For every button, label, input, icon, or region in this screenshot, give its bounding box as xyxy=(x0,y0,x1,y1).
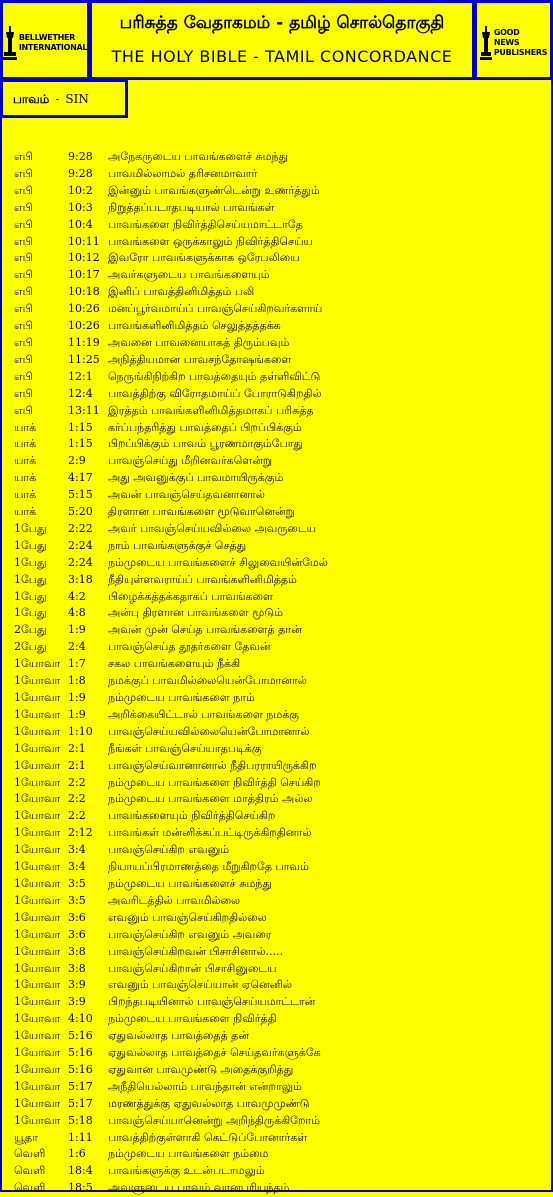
list-item xyxy=(14,589,544,606)
entry-text: இவரோ பாவங்களுக்காக ஒரேபலியை xyxy=(108,251,300,265)
entry-reference: 4:8 xyxy=(68,606,86,620)
list-item xyxy=(14,977,544,994)
entry-reference: 3:18 xyxy=(68,572,93,586)
entry-text: அவர்களுடைய பாவங்களையும் xyxy=(108,268,270,282)
entry-text: அவனை பாவனையாகத் திரும்பவும் xyxy=(108,335,290,349)
list-item xyxy=(14,639,544,656)
entry-book: எபி xyxy=(14,234,33,248)
topic-label xyxy=(0,79,128,118)
entry-reference: 10:4 xyxy=(68,217,93,231)
good-news-logo xyxy=(481,21,546,65)
entry-reference: 5:17 xyxy=(68,1096,93,1110)
entry-reference: 4:2 xyxy=(68,589,86,603)
entry-text: ஏதுவல்லாத பாவத்தைத் தன் xyxy=(108,1029,249,1043)
entry-text: பாவஞ்செய்கிற எவனும் அவரை xyxy=(108,927,272,941)
entry-reference: 10:17 xyxy=(68,268,100,282)
entry-book: 1யோவா xyxy=(14,724,61,738)
topic-tamil: பாவம் xyxy=(13,92,50,106)
entry-book: யாக் xyxy=(14,505,37,519)
entry-book: வெளி xyxy=(14,1181,46,1195)
entry-text: நமக்குப் பாவமில்லையென்போமானால் xyxy=(108,674,307,688)
entry-reference: 3:6 xyxy=(68,910,86,924)
entry-text: நம்முடைய பாவங்களை நம்மை xyxy=(108,1147,269,1161)
entry-book: எபி xyxy=(14,183,33,197)
entry-reference: 4:17 xyxy=(68,471,93,485)
entry-book: 1யோவா xyxy=(14,961,61,975)
entry-text: பாவத்திற்கு விரோதமாய்ப் போராடுகிறதில் xyxy=(108,386,322,400)
entry-reference: 1:9 xyxy=(68,691,86,704)
entry-book: 1யோவா xyxy=(14,927,61,941)
entry-text: நம்முடைய பாவங்களை நிவிர்த்தி xyxy=(108,1012,277,1026)
entry-text: பாவங்களையும் நிவிர்த்திசெய்கிற xyxy=(108,809,276,823)
entry-reference: 3:4 xyxy=(68,860,86,874)
entry-reference: 1:15 xyxy=(68,420,93,434)
entry-reference: 2:24 xyxy=(68,555,93,569)
list-item xyxy=(14,1045,544,1062)
concordance-list xyxy=(14,149,544,1197)
entry-reference: 10:11 xyxy=(68,234,100,248)
bellwether-logo xyxy=(7,21,88,65)
list-item xyxy=(14,453,544,470)
topic-english: SIN xyxy=(65,92,89,106)
entry-text: பாவங்களுக்கு உடன்படாமலும் xyxy=(108,1164,265,1178)
entry-text: நிறுத்தப்படாதபடியால் பாவங்கள் xyxy=(108,200,275,214)
list-item xyxy=(14,183,544,200)
entry-book: 2பேது xyxy=(14,640,47,654)
entry-book: எபி xyxy=(14,285,33,299)
entry-book: 1யோவா xyxy=(14,707,61,721)
entry-book: யாக் xyxy=(14,454,37,468)
entry-book: 1யோவா xyxy=(14,1012,61,1026)
entry-text: நியாயப்பிரமாணத்தை மீறுகிறதே பாவம் xyxy=(108,860,309,874)
entry-book: 1யோவா xyxy=(14,657,61,671)
entry-book: எபி xyxy=(14,200,33,214)
list-item xyxy=(14,910,544,927)
entry-text: பிழைக்கத்தக்கதாகப் பாவங்களை xyxy=(108,589,273,603)
entry-text: பாவஞ்செய்வானானால் நீதிபரராயிருக்கிற xyxy=(108,758,317,772)
list-item xyxy=(14,234,544,251)
entry-reference: 10:12 xyxy=(68,251,100,265)
entry-reference: 3:8 xyxy=(68,944,86,958)
entry-book: 1யோவா xyxy=(14,893,61,907)
entry-book: எபி xyxy=(14,268,33,282)
list-item xyxy=(14,1096,544,1113)
entry-book: 1யோவா xyxy=(14,741,61,755)
entry-reference: 4:10 xyxy=(68,1012,93,1026)
entry-text: எவனும் பாவஞ்செய்கிறதில்லை xyxy=(108,910,267,924)
entry-text: பாவங்களை நிவிர்த்திசெய்யமாட்டாதே xyxy=(108,217,303,231)
entry-text: பாவஞ்செய்து மீறினவர்களென்று xyxy=(108,454,273,468)
entry-reference: 1:8 xyxy=(68,674,86,688)
entry-reference: 5:15 xyxy=(68,488,93,502)
title-tamil: பரிசுத்த வேதாகமம் - தமிழ் சொல்தொகுதி xyxy=(119,13,445,33)
entry-book: 1யோவா xyxy=(14,876,61,890)
list-item xyxy=(14,656,544,673)
entry-book: 1யோவா xyxy=(14,860,61,874)
entry-text: பிறந்தபடியினால் பாவஞ்செய்யமாட்டான் xyxy=(108,995,316,1009)
entry-book: யாக் xyxy=(14,420,37,434)
entry-reference: 2:2 xyxy=(68,775,86,789)
list-item xyxy=(14,1079,544,1096)
title-english: THE HOLY BIBLE - TAMIL CONCORDANCE xyxy=(111,47,453,66)
entry-reference: 2:24 xyxy=(68,538,93,552)
entry-book: 1யோவா xyxy=(14,910,61,924)
list-item xyxy=(14,1028,544,1045)
entry-text: பாவங்கள் மன்னிக்கப்பட்டிருக்கிறதினால் xyxy=(108,826,312,840)
entry-book: 1பேது xyxy=(14,555,47,569)
list-item xyxy=(14,555,544,572)
entry-reference: 1:7 xyxy=(68,657,86,671)
entry-book: எபி xyxy=(14,217,33,231)
entry-text: நாம் பாவங்களுக்குச் செத்து xyxy=(108,538,247,552)
entry-book: யாக் xyxy=(14,437,37,451)
list-item xyxy=(14,622,544,639)
entry-reference: 3:8 xyxy=(68,961,86,975)
entry-reference: 5:16 xyxy=(68,1046,93,1060)
list-item xyxy=(14,386,544,403)
entry-book: எபி xyxy=(14,166,33,180)
list-item xyxy=(14,318,544,335)
list-item xyxy=(14,707,544,724)
left-logo-box xyxy=(0,0,90,80)
list-item xyxy=(14,1130,544,1147)
list-item xyxy=(14,876,544,893)
entry-book: 1யோவா xyxy=(14,775,61,789)
entry-book: 1யோவா xyxy=(14,1079,61,1093)
list-item xyxy=(14,217,544,234)
entry-book: 1யோவா xyxy=(14,1046,61,1060)
entry-text: அன்பு திரளான பாவங்களை மூடும் xyxy=(108,606,283,620)
list-item xyxy=(14,301,544,318)
entry-text: நம்முடைய பாவங்களை நிவிர்த்தி செய்கிற xyxy=(108,775,321,789)
entry-book: எபி xyxy=(14,302,33,316)
entry-text: நம்முடைய பாவங்களைச் சுமந்து xyxy=(108,876,272,890)
list-item xyxy=(14,859,544,876)
entry-book: எபி xyxy=(14,251,33,265)
entry-book: 1யோவா xyxy=(14,826,61,840)
entry-reference: 9:28 xyxy=(68,166,93,180)
entry-book: யாக் xyxy=(14,471,37,485)
list-item xyxy=(14,1146,544,1163)
entry-text: நெருங்கிநிற்கிற பாவத்தையும் தள்ளிவிட்டு xyxy=(108,369,321,383)
entry-book: 1பேது xyxy=(14,606,47,620)
entry-text: பாவஞ்செய்யவில்லையென்போமானால் xyxy=(108,724,310,738)
entry-reference: 1:10 xyxy=(68,724,93,738)
entry-reference: 2:2 xyxy=(68,809,86,823)
right-logo-text: GOOD NEWS PUBLISHERS xyxy=(493,28,548,57)
entry-text: ஏதுவல்லாத பாவத்தைச் செய்தவர்களுக்கே xyxy=(108,1046,321,1060)
entry-reference: 13:11 xyxy=(68,403,100,417)
list-item xyxy=(14,504,544,521)
list-item xyxy=(14,893,544,910)
entry-book: எபி xyxy=(14,352,33,366)
list-item xyxy=(14,149,544,166)
list-item xyxy=(14,1011,544,1028)
entry-reference: 3:5 xyxy=(68,876,86,890)
entry-book: 1பேது xyxy=(14,521,47,535)
entry-text: எவனும் பாவஞ்செய்யான் ஏனெனில் xyxy=(108,978,293,992)
entry-book: 1யோவா xyxy=(14,995,61,1009)
entry-text: இரத்தம் பாவங்களினிமித்தமாகப் பரிசுத்த xyxy=(108,403,314,417)
entry-reference: 5:16 xyxy=(68,1062,93,1076)
entry-book: எபி xyxy=(14,403,33,417)
list-item xyxy=(14,944,544,961)
entry-text: பாவஞ்செய்கிறான் பிசாசினுடைய xyxy=(108,961,277,975)
entry-reference: 3:6 xyxy=(68,927,86,941)
entry-book: வெளி xyxy=(14,1147,46,1161)
entry-reference: 10:3 xyxy=(68,200,93,214)
entry-text: நீங்கள் பாவஞ்செய்யாதபடிக்கு xyxy=(108,741,262,755)
entry-book: 1யோவா xyxy=(14,674,61,688)
list-item xyxy=(14,1113,544,1130)
list-item xyxy=(14,791,544,808)
entry-reference: 10:26 xyxy=(68,319,100,333)
entry-text: மனப்பூர்வமாய்ப் பாவஞ்செய்கிறவர்களாய் xyxy=(108,302,323,316)
list-item xyxy=(14,690,544,707)
entry-reference: 3:5 xyxy=(68,893,86,907)
entry-reference: 18:4 xyxy=(68,1164,93,1178)
list-item xyxy=(14,250,544,267)
list-item xyxy=(14,994,544,1011)
entry-book: 1யோவா xyxy=(14,944,61,958)
entry-book: எபி xyxy=(14,335,33,349)
list-item xyxy=(14,673,544,690)
entry-reference: 11:25 xyxy=(68,352,100,366)
entry-text: பாவங்களினிமித்தம் செலுத்தத்தக்க xyxy=(108,319,281,333)
entry-book: எபி xyxy=(14,150,33,163)
entry-text: பிறப்பிக்கும் பாவம் பூரணமாகும்போது xyxy=(108,437,304,451)
entry-text: பாவஞ்செய்யானென்று அறிந்திருக்கிறோம் xyxy=(108,1113,321,1127)
entry-text: அறிக்கையிட்டால் பாவங்களை நமக்கு xyxy=(108,707,299,721)
topic-separator: - xyxy=(55,92,60,106)
entry-reference: 2:12 xyxy=(68,826,93,840)
entry-reference: 5:20 xyxy=(68,505,93,519)
entry-book: 1யோவா xyxy=(14,1096,61,1110)
entry-reference: 2:2 xyxy=(68,792,86,806)
list-item xyxy=(14,1062,544,1079)
entry-book: 1யோவா xyxy=(14,809,61,823)
lamp-icon xyxy=(3,26,17,60)
entry-text: அவர் பாவஞ்செய்யவில்லை அவருடைய xyxy=(108,521,317,535)
entry-reference: 18:5 xyxy=(68,1181,93,1195)
list-item xyxy=(14,842,544,859)
entry-text: நம்முடைய பாவங்களை நாம் xyxy=(108,691,255,704)
list-item xyxy=(14,284,544,301)
list-item xyxy=(14,741,544,758)
entry-reference: 2:1 xyxy=(68,758,86,772)
entry-text: அநித்தியமான பாவசந்தோஷங்களை xyxy=(108,352,292,366)
entry-text: பாவங்களை ஒருக்காலும் நிவிர்த்திசெய்ய xyxy=(108,234,313,248)
list-item xyxy=(14,335,544,352)
entry-book: 1பேது xyxy=(14,572,47,586)
list-item xyxy=(14,961,544,978)
entry-text: பாவஞ்செய்த தூதர்களை தேவன் xyxy=(108,640,271,654)
list-item xyxy=(14,1180,544,1197)
list-item xyxy=(14,758,544,775)
list-item xyxy=(14,724,544,741)
lamp-icon xyxy=(480,26,492,60)
entry-text: அவளுடைய பாவம் வானபரியந்தம் xyxy=(108,1181,290,1195)
entry-book: 1பேது xyxy=(14,589,47,603)
entry-text: ஏதுவான பாவமுண்டு அதைக்குறித்து xyxy=(108,1062,294,1076)
entry-reference: 2:4 xyxy=(68,640,86,654)
entry-text: பாவஞ்செய்கிற எவனும் xyxy=(108,843,230,857)
list-item xyxy=(14,572,544,589)
entry-reference: 3:9 xyxy=(68,978,86,992)
list-item xyxy=(14,605,544,622)
list-item xyxy=(14,808,544,825)
entry-reference: 10:18 xyxy=(68,285,100,299)
right-logo-box xyxy=(474,0,553,80)
list-item xyxy=(14,521,544,538)
entry-text: இனிப் பாவத்தினிமித்தம் பலி xyxy=(108,285,255,299)
entry-book: 2பேது xyxy=(14,623,47,637)
entry-book: 1பேது xyxy=(14,538,47,552)
left-logo-text: BELLWETHER INTERNATIONAL xyxy=(18,33,88,52)
entry-text: அது அவனுக்குப் பாவமாயிருக்கும் xyxy=(108,471,284,485)
entry-text: பாவத்திற்குள்ளாகி கெட்டுப்போனார்கள் xyxy=(108,1130,308,1144)
entry-reference: 2:22 xyxy=(68,521,93,535)
entry-book: எபி xyxy=(14,319,33,333)
entry-book: எபி xyxy=(14,386,33,400)
entry-reference: 10:2 xyxy=(68,183,93,197)
entry-reference: 5:18 xyxy=(68,1113,93,1127)
entry-reference: 5:17 xyxy=(68,1079,93,1093)
list-item xyxy=(14,436,544,453)
entry-reference: 5:16 xyxy=(68,1029,93,1043)
entry-text: இன்னும் பாவங்களுண்டென்று உணர்த்தும் xyxy=(108,183,320,197)
entry-text: அவன் முன் செய்த பாவங்களைத் தான் xyxy=(108,623,302,637)
list-item xyxy=(14,1163,544,1180)
entry-book: வெளி xyxy=(14,1164,46,1178)
entry-book: 1யோவா xyxy=(14,758,61,772)
entry-book: யூதா xyxy=(14,1130,38,1144)
entry-book: 1யோவா xyxy=(14,691,61,704)
entry-text: நீதியுள்ளவராய்ப் பாவங்களினிமித்தம் xyxy=(108,572,297,586)
entry-book: 1யோவா xyxy=(14,1113,61,1127)
entry-text: அவரிடத்தில் பாவமில்லை xyxy=(108,893,241,907)
list-item xyxy=(14,927,544,944)
entry-reference: 12:4 xyxy=(68,386,93,400)
entry-reference: 3:4 xyxy=(68,843,86,857)
list-item xyxy=(14,470,544,487)
title-box xyxy=(89,0,475,80)
entry-reference: 1:15 xyxy=(68,437,93,451)
list-item xyxy=(14,487,544,504)
entry-reference: 12:1 xyxy=(68,369,93,383)
entry-book: யாக் xyxy=(14,488,37,502)
entry-text: திரளான பாவங்களை மூடுவானென்று xyxy=(108,505,295,519)
entry-text: நம்முடைய பாவங்களை மாத்திரம் அல்ல xyxy=(108,792,313,806)
entry-text: மரணத்துக்கு ஏதுவல்லாத பாவமுமுண்டு xyxy=(108,1096,310,1110)
entry-reference: 11:19 xyxy=(68,335,100,349)
entry-reference: 1:6 xyxy=(68,1147,86,1161)
list-item xyxy=(14,825,544,842)
entry-book: எபி xyxy=(14,369,33,383)
entry-text: நம்முடைய பாவங்களைச் சிலுவையின்மேல் xyxy=(108,555,328,569)
list-item xyxy=(14,267,544,284)
entry-book: 1யோவா xyxy=(14,1029,61,1043)
list-item xyxy=(14,369,544,386)
entry-book: 1யோவா xyxy=(14,1062,61,1076)
entry-text: கர்ப்பந்தரித்து பாவத்தைப் பிறப்பிக்கும் xyxy=(108,420,302,434)
entry-reference: 9:28 xyxy=(68,150,93,163)
entry-reference: 1:9 xyxy=(68,623,86,637)
list-item xyxy=(14,352,544,369)
list-item xyxy=(14,775,544,792)
entry-book: 1யோவா xyxy=(14,978,61,992)
entry-reference: 10:26 xyxy=(68,302,100,316)
entry-text: அவன் பாவஞ்செய்தவனானால் xyxy=(108,488,265,502)
list-item xyxy=(14,403,544,420)
list-item xyxy=(14,200,544,217)
entry-reference: 3:9 xyxy=(68,995,86,1009)
entry-text: அநேகருடைய பாவங்களைச் சுமந்து xyxy=(108,150,289,163)
entry-text: பாவஞ்செய்கிறவன் பிசாசினால்..... xyxy=(108,944,284,958)
entry-reference: 2:9 xyxy=(68,454,86,468)
entry-book: 1யோவா xyxy=(14,792,61,806)
entry-book: 1யோவா xyxy=(14,843,61,857)
entry-text: பாவமில்லாமல் தரிசனமாவார் xyxy=(108,166,258,180)
list-item xyxy=(14,166,544,183)
entry-text: சகல பாவங்களையும் நீக்கி xyxy=(108,657,241,671)
entry-text: அநீதியெல்லாம் பாவந்தான் என்றாலும் xyxy=(108,1079,302,1093)
entry-reference: 1:9 xyxy=(68,707,86,721)
list-item xyxy=(14,420,544,437)
entry-reference: 1:11 xyxy=(68,1130,93,1144)
entry-reference: 2:1 xyxy=(68,741,86,755)
list-item xyxy=(14,538,544,555)
